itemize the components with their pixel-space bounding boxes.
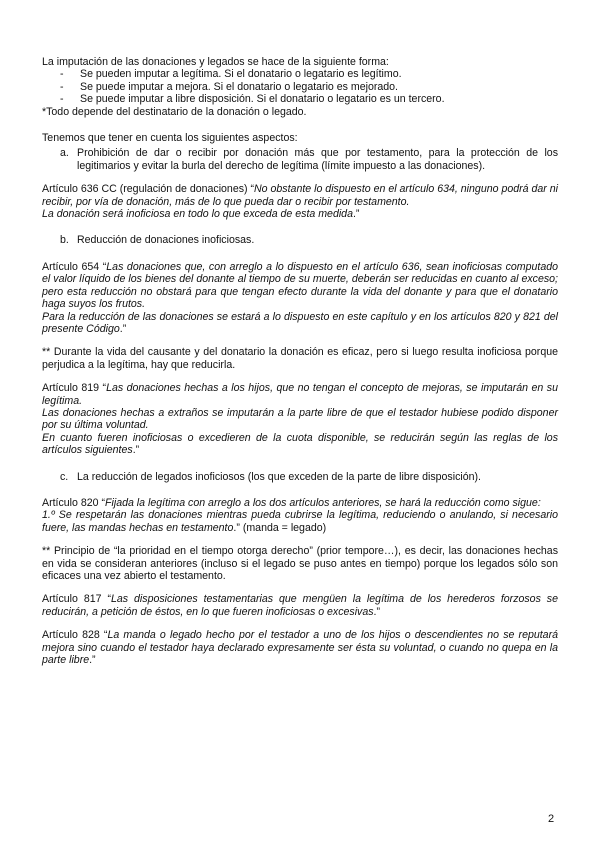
- article-quote: Para la reducción de las donaciones se estará a lo dispuesto en este capítulo y en los artículos 820 y 821 del presente Código: [42, 310, 558, 335]
- note-principio: ** Principio de “la prioridad en el tiempo otorga derecho” (prior tempore…), es decir, las donaciones hechas en vida se consideran anteriores (incluso si el legado se puso antes en tiempo) porque los legados sólo son eficaces una vez abierto el testamento.: [42, 545, 558, 582]
- article-636: [42, 183, 558, 220]
- article-820: [42, 497, 558, 534]
- list-item: - Se puede imputar a libre disposición. Si el donatario o legatario es un tercero.: [42, 93, 558, 105]
- aspect-b: [42, 234, 558, 246]
- note-vida: ** Durante la vida del causante y del donatario la donación es eficaz, pero si luego resulta inoficiosa porque perjudica a la legítima, hay que reducirla.: [42, 346, 558, 371]
- article-quote: 1.º Se respetarán las donaciones mientras pueda cubrirse la legítima, reduciendo o anulando, si necesario fuere, las mandas hechas en testamento: [42, 509, 558, 534]
- list-item: - Se puede imputar a mejora. Si el donatario o legatario es mejorado.: [42, 81, 558, 93]
- note-destinatario: *Todo depende del destinatario de la donación o legado.: [42, 105, 307, 118]
- article-quote: Las donaciones hechas a los hijos, que no tengan el concepto de mejoras, se imputarán en su legítima.: [42, 382, 558, 407]
- article-817: [42, 593, 558, 618]
- aspect-letter: b.: [60, 234, 69, 247]
- aspect-text: Prohibición de dar o recibir por donación más que por testamento, para la protección de los legitimarios y evitar la burla del derecho de legítima (límite impuesto a las donaciones).: [77, 147, 558, 172]
- page-number: 2: [548, 813, 555, 825]
- article-quote: La manda o legado hecho por el testador a uno de los hijos o descendientes no se reputará mejora sino cuando el testador haya declarado expresamente ser ésta su voluntad, o cuando no quepa en la parte libre: [42, 629, 558, 667]
- article-quote: Fijada la legítima con arreglo a los dos artículos anteriores, se hará la reducción como sigue:: [105, 496, 541, 509]
- article-quote: Las disposiciones testamentarias que mengüen la legítima de los herederos forzosos se reducirán, a petición de éstos, en lo que fueren inoficiosas o excesivas: [42, 593, 558, 618]
- article-lead: Artículo 636 CC (regulación de donaciones) “: [42, 183, 255, 196]
- article-lead: Artículo 654 “: [42, 260, 107, 273]
- intro-paragraph: La imputación de las donaciones y legados se hace de la siguiente forma:: [42, 56, 389, 68]
- aspects-intro: Tenemos que tener en cuenta los siguientes aspectos:: [42, 132, 298, 145]
- aspect-text: Reducción de donaciones inoficiosas.: [77, 234, 255, 247]
- aspect-a: [42, 147, 558, 172]
- article-end: .”: [132, 444, 140, 457]
- aspect-letter: c.: [60, 470, 69, 483]
- aspect-c: [42, 471, 558, 483]
- article-end: .”: [373, 605, 381, 618]
- article-quote: Las donaciones que, con arreglo a lo dispuesto en el artículo 636, sean inoficiosas computado el valor líquido de los bienes del donante al tiempo de su muerte, deberán ser reducidas en cuanto al exceso; pero esta reducción no obstará para que tengan efecto durante la vida del donante y para que el donatario haga suyos los frutos.: [42, 260, 559, 311]
- aspect-text: La reducción de legados inoficiosos (los que exceden de la parte de libre disposición).: [77, 470, 481, 483]
- document-page: [42, 56, 558, 666]
- article-654: [42, 261, 558, 335]
- article-lead: Artículo 817 “: [42, 593, 112, 606]
- article-end: .” (manda = legado): [233, 521, 327, 534]
- article-lead: Artículo 820 “: [42, 496, 106, 509]
- imputation-list: [42, 68, 558, 105]
- article-lead: Artículo 819 “: [42, 382, 107, 395]
- article-quote: En cuanto fueren inoficiosas o excedieren de la cuota disponible, se reducirán según las reglas de los artículos siguientes: [42, 431, 558, 457]
- article-end: .”: [352, 208, 360, 221]
- article-quote: La donación será inoficiosa en todo lo que exceda de esta medida: [42, 208, 353, 221]
- article-quote: Las donaciones hechas a extraños se imputarán a la parte libre de que el testador hubiese podido disponer por su última voluntad.: [42, 406, 558, 432]
- article-828: [42, 629, 558, 666]
- article-lead: Artículo 828 “: [42, 629, 108, 642]
- article-end: .”: [89, 654, 96, 667]
- aspect-letter: a.: [60, 147, 69, 160]
- article-quote: No obstante lo dispuesto en el artículo 634, ninguno podrá dar ni recibir, por vía de donación, más de lo que pueda dar o recibir por testamento.: [42, 183, 558, 208]
- list-item: - Se pueden imputar a legítima. Si el donatario o legatario es legítimo.: [42, 68, 558, 80]
- article-end: .”: [119, 322, 127, 335]
- article-819: [42, 382, 558, 456]
